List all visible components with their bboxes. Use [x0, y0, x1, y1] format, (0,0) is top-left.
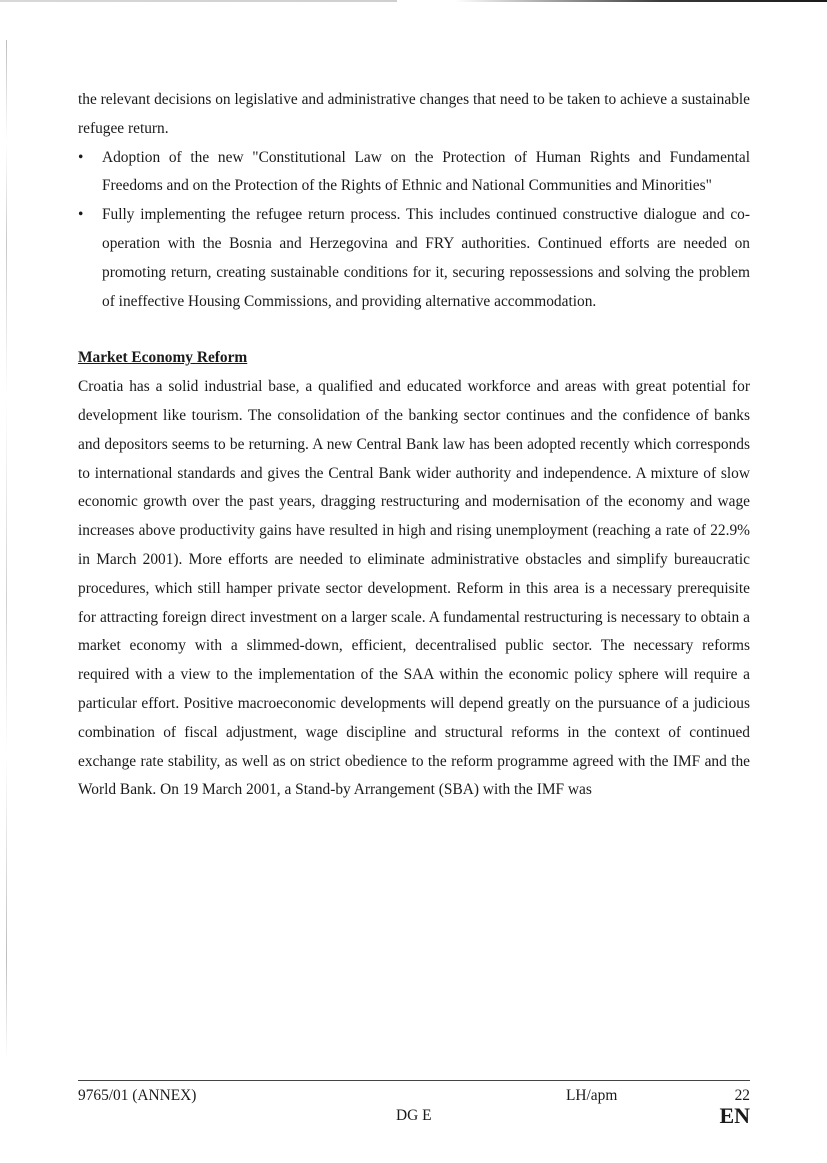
page-number: 22 [734, 1087, 750, 1104]
bullet-text: Fully implementing the refugee return process. This includes continued constructive dialogue and co-operation with the Bosnia and Herzegovina and FRY authorities. Continued efforts are needed on promoting return, creating sustainable conditions for it, securing repossessions and solving the problem of ineffective Housing Commissions, and providing alternative accommodation. [102, 206, 750, 310]
bullet-icon: • [78, 206, 84, 224]
bullet-text: Adoption of the new "Constitutional Law on the Protection of Human Rights and Fundamental Freedoms and on the Protection of the Rights of Ethnic and National Communities and Minorities" [102, 148, 750, 195]
bullet-item-refugee-return [78, 201, 750, 316]
document-reference: 9765/01 (ANNEX) [78, 1087, 197, 1104]
bullet-item-constitutional-law [78, 144, 750, 202]
document-body [78, 86, 750, 805]
scan-edge-left [6, 40, 7, 1060]
author-initials: LH/apm [566, 1087, 618, 1104]
page-footer [78, 1080, 750, 1128]
intro-paragraph: the relevant decisions on legislative and administrative changes that need to be taken to achieve a sustainable refugee return. [78, 91, 750, 137]
bullet-icon: • [78, 148, 84, 166]
section-heading: Market Economy Reform [78, 349, 248, 367]
bullet-list [78, 144, 750, 317]
directorate-label: DG E [396, 1107, 432, 1124]
section-paragraph: Croatia has a solid industrial base, a qualified and educated workforce and areas with great potential for development like tourism. The consolidation of the banking sector continues and the confidence of banks and depositors seems to be returning. A new Central Bank law has been adopted recently which corresponds to international standards and gives the Central Bank wider authority and independence. A mixture of slow economic growth over the past years, dragging restructuring and modernisation of the economy and wage increases above productivity gains have resulted in high and rising unemployment (reaching a rate of 22.9% in March 2001). More efforts are needed to eliminate administrative obstacles and simplify bureaucratic procedures, which still hamper private sector development. Reform in this area is a necessary prerequisite for attracting foreign direct investment on a larger scale. A fundamental restructuring is necessary to obtain a market economy with a slimmed-down, efficient, decentralised public sector. The necessary reforms required with a view to the implementation of the SAA within the economic policy sphere will require a particular effort. Positive macroeconomic developments will depend greatly on the pursuance of a judicious combination of fiscal adjustment, wage discipline and structural reforms in the context of continued exchange rate stability, as well as on strict obedience to the reform programme agreed with the IMF and the World Bank. On 19 March 2001, a Stand-by Arrangement (SBA) with the IMF was [78, 378, 750, 799]
language-code: EN [719, 1103, 750, 1128]
scan-edge-top [0, 0, 827, 2]
